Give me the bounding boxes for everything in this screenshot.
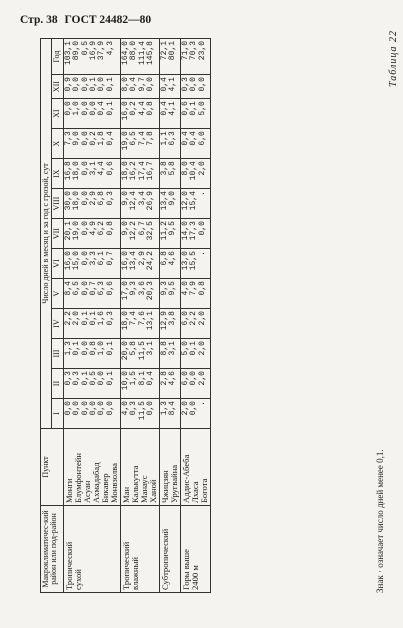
month-header: VII <box>52 219 63 249</box>
year-header: Год <box>52 39 63 75</box>
month-header: XII <box>52 75 63 99</box>
value-cell: 19,0 6,5 7,4 7,8 <box>120 129 159 159</box>
month-header: IV <box>52 309 63 339</box>
table-row <box>180 39 210 593</box>
value-cell: 9,0 12,2 6,7 32,5 <box>120 219 159 249</box>
value-cell: 18,0 7,4 7,6 13,1 <box>120 309 159 339</box>
page-number: Стр. 38 <box>20 14 58 26</box>
value-cell: 2,0 0,0 . <box>180 399 210 429</box>
value-cell: 6,8 4,6 <box>159 249 180 279</box>
month-header: VIII <box>52 189 63 219</box>
value-cell: 12,9 3,8 <box>159 309 180 339</box>
point-cell: Аддис-Абеба Лхаса Богота <box>180 429 210 506</box>
value-cell: 4,0 0,3 11,5 0,0 <box>120 399 159 429</box>
month-header: III <box>52 339 63 369</box>
value-cell: 8,8 3,1 <box>159 339 180 369</box>
value-cell: 0,0 1,0 0,0 0,0 0,4 0,1 <box>63 99 120 129</box>
value-cell: 1,3 8,4 <box>159 399 180 429</box>
month-header: X <box>52 129 63 159</box>
value-cell: 6,0 0,0 2,0 <box>180 369 210 399</box>
zone-cell: Субтропический <box>159 506 180 593</box>
value-cell: 2,2 2,0 0,1 0,1 1,6 0,3 <box>63 309 120 339</box>
zone-cell: Тропический сухой <box>63 506 120 593</box>
value-cell: 16,8 18,0 0,0 3,1 4,4 0,6 <box>63 159 120 189</box>
value-cell: 1,3 0,1 0,0 0,8 1,0 0,1 <box>63 339 120 369</box>
year-cell: 164,0 88,0 111,4 145,8 <box>120 39 159 75</box>
value-cell: 18,0 16,2 17,4 16,7 <box>120 159 159 189</box>
year-cell: 103,1 89,0 0,5 16,9 37,9 4,3 <box>63 39 120 75</box>
value-cell: 0,9 0,0 0,0 0,1 0,0 0,1 <box>63 75 120 99</box>
value-cell: 0,4 4,1 <box>159 99 180 129</box>
col-zone-header: Макроклиматичес-кий район или под-район <box>41 506 64 593</box>
value-cell: 11,2 9,5 <box>159 219 180 249</box>
value-cell: 10,0 1,5 8,1 0,4 <box>120 369 159 399</box>
value-cell: 20,1 19,0 0,0 4,9 6,2 0,8 <box>63 219 120 249</box>
point-cell: Чжицзян Уругвайна <box>159 429 180 506</box>
zone-cell: Горы выше 2400 м <box>180 506 210 593</box>
value-cell: 5,0 0,1 2,0 <box>180 339 210 369</box>
value-cell: 14,0 17,3 0,0 <box>180 219 210 249</box>
zone-cell: Тропический влажный <box>120 506 159 593</box>
standard-code: ГОСТ 24482—80 <box>64 14 152 26</box>
month-header: XI <box>52 99 63 129</box>
table-row <box>63 39 120 593</box>
table-row <box>120 39 159 593</box>
month-header: IX <box>52 159 63 189</box>
table-row <box>159 39 180 593</box>
value-cell: 9,3 9,5 <box>159 279 180 309</box>
value-cell: 0,3 0,0 0,0 <box>180 75 210 99</box>
col-point-header: Пункт <box>41 429 64 506</box>
value-cell: 30,0 18,0 0,0 2,9 6,8 0,3 <box>63 189 120 219</box>
footnote: Знак · означает число дней менее 0,1. <box>375 449 385 593</box>
value-cell: 16,0 13,4 2,9 24,2 <box>120 249 159 279</box>
value-cell: 3,8 5,8 <box>159 159 180 189</box>
value-cell: 16,0 0,2 4,4 0,8 <box>120 99 159 129</box>
value-cell: 2,8 4,6 <box>159 369 180 399</box>
value-cell: 1,1 6,3 <box>159 129 180 159</box>
value-cell: 13,4 9,0 <box>159 189 180 219</box>
value-cell: 7,3 9,0 0,0 0,2 1,8 0,4 <box>63 129 120 159</box>
month-header: I <box>52 399 63 429</box>
year-cell: 72,1 80,1 <box>159 39 180 75</box>
point-cell: Ман Калькутта Манаус Ханой <box>120 429 159 506</box>
value-cell: 17,0 9,3 3,6 20,3 <box>120 279 159 309</box>
span-title-header: Число дней в месяц и за год с грозой, сут <box>41 39 52 429</box>
value-cell: 8,4 6,5 0,0 0,7 6,3 0,6 <box>63 279 120 309</box>
table-label: Таблица 22 <box>388 30 399 87</box>
point-cell: Монги Блумфонтейн Асуан Ахмадабад Бикавер Монвзолва <box>63 429 120 506</box>
value-cell: 0,0 0,0 0,0 0,0 0,0 0,0 <box>63 399 120 429</box>
value-cell: 16,0 15,0 0,0 3,3 6,1 0,7 <box>63 249 120 279</box>
value-cell: 0,6 0,1 5,0 <box>180 99 210 129</box>
value-cell: 20,0 5,8 11,5 3,1 <box>120 339 159 369</box>
thunderstorm-table <box>40 38 211 593</box>
value-cell: 9,0 12,4 3,4 26,9 <box>120 189 159 219</box>
month-header: V <box>52 279 63 309</box>
value-cell: 0,3 0,3 0,1 0,5 0,0 0,1 <box>63 369 120 399</box>
value-cell: 4,0 7,9 0,8 <box>180 279 210 309</box>
year-cell: 71,0 70,3 23,0 <box>180 39 210 75</box>
month-header: II <box>52 369 63 399</box>
value-cell: 8,0 10,4 2,0 <box>180 159 210 189</box>
value-cell: 6,0 2,2 2,0 <box>180 309 210 339</box>
value-cell: 0,4 0,4 6,0 <box>180 129 210 159</box>
value-cell: 13,0 15,5 . <box>180 249 210 279</box>
value-cell: 12,0 15,4 . <box>180 189 210 219</box>
value-cell: 8,0 0,4 9,7 0,0 <box>120 75 159 99</box>
month-header: VI <box>52 249 63 279</box>
value-cell: 0,4 4,1 <box>159 75 180 99</box>
